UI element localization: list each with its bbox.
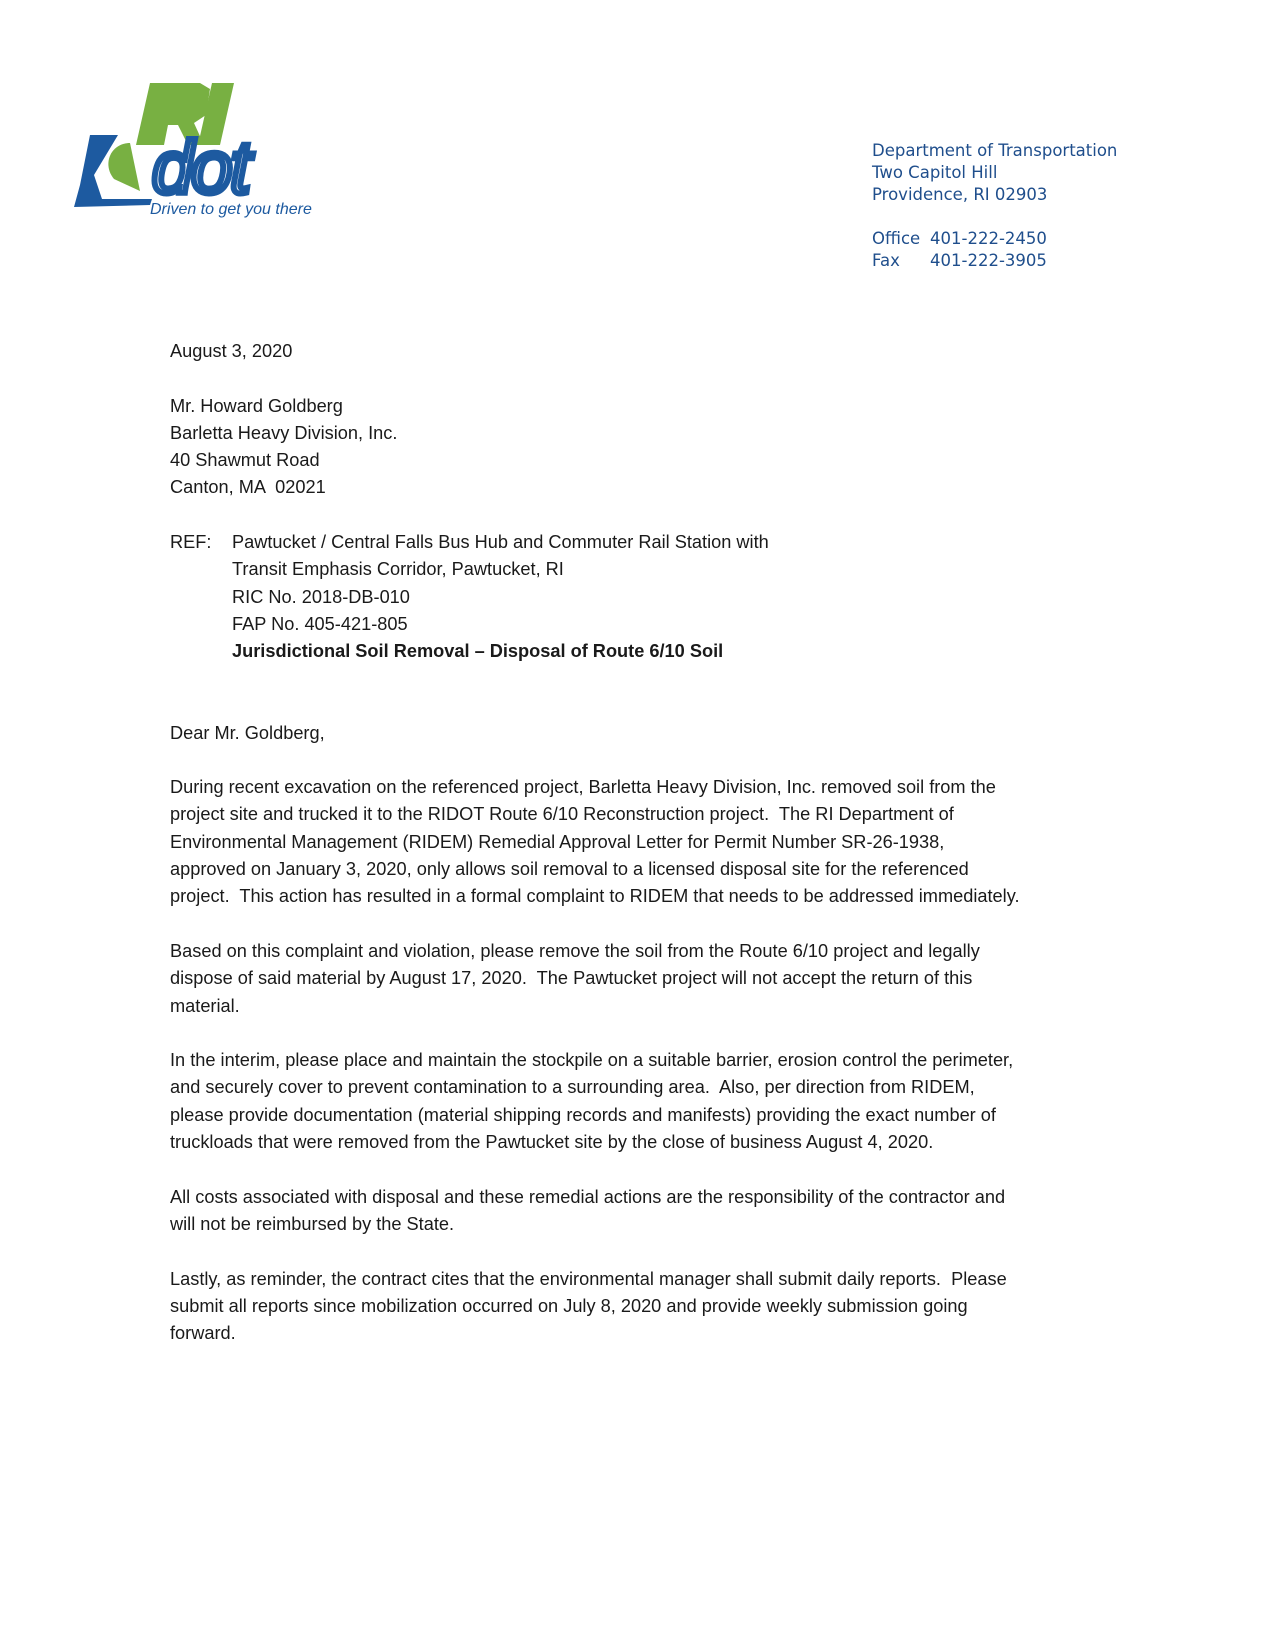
ref-label: REF: — [170, 532, 212, 553]
letter-date: August 3, 2020 — [170, 341, 293, 361]
ridot-logo — [70, 75, 360, 225]
letterhead-address — [872, 140, 1117, 272]
subject-line: Jurisdictional Soil Removal – Disposal of Route 6/10 Soil — [232, 641, 724, 662]
department-name: Department of Transportation — [872, 141, 1118, 160]
paragraph: Lastly, as reminder, the contract cites that the environmental manager shall submit daily reports. Please submit all reports since mobilization occurred on July 8, 2020 and provide weekly submission going forward. — [170, 1268, 1007, 1344]
fax-number: Fax 401-222-3905 — [872, 251, 1047, 270]
ridot-logo-graphic — [70, 75, 360, 225]
paragraph: In the interim, please place and maintain the stockpile on a suitable barrier, erosion control the perimeter, and securely cover to prevent contamination to a surrounding area. Also, per direction from RIDEM, please provide documentation (material shipping records and manifests) providing the exact number of truckloads that were removed from the Pawtucket site by the close of business August 4, 2020. — [170, 1050, 1014, 1153]
recipient-address: Mr. Howard Goldberg Barletta Heavy Division, Inc. 40 Shawmut Road Canton, MA 02021 — [170, 395, 398, 498]
paragraph: All costs associated with disposal and these remedial actions are the responsibility of the contractor and will not be reimbursed by the State. — [170, 1186, 1006, 1234]
reference-block: REF: Pawtucket / Central Falls Bus Hub and Commuter Rail Station with Transit Emphasis Corridor, Pawtucket, RI RIC No. 2018-DB-010 FAP No. 405-421-805 Jurisdictional Soil Removal – Disposal of Route 6/10 Soil — [170, 529, 1130, 665]
street-address: Two Capitol Hill — [872, 163, 998, 182]
svg-text:Driven to get you there: Driven to get you there — [150, 201, 312, 218]
paragraph: During recent excavation on the referenced project, Barletta Heavy Division, Inc. removed soil from the project site and trucked it to the RIDOT Route 6/10 Reconstruction project. The RI Department of Environmental Management (RIDEM) Remedial Approval Letter for Permit Number SR-26-1938, approved on January 3, 2020, only allows soil removal to a licensed disposal site for the referenced project. This action has resulted in a formal complaint to RIDEM that needs to be addressed immediately. — [170, 777, 1020, 907]
svg-text:dot: dot — [152, 126, 249, 209]
city-state-zip: Providence, RI 02903 — [872, 185, 1048, 204]
letter-body — [170, 338, 1130, 1375]
salutation: Dear Mr. Goldberg, — [170, 722, 325, 743]
office-phone: Office 401-222-2450 — [872, 229, 1047, 248]
paragraph: Based on this complaint and violation, please remove the soil from the Route 6/10 project and legally dispose of said material by August 17, 2020. The Pawtucket project will not accept the return of this material. — [170, 940, 980, 1016]
